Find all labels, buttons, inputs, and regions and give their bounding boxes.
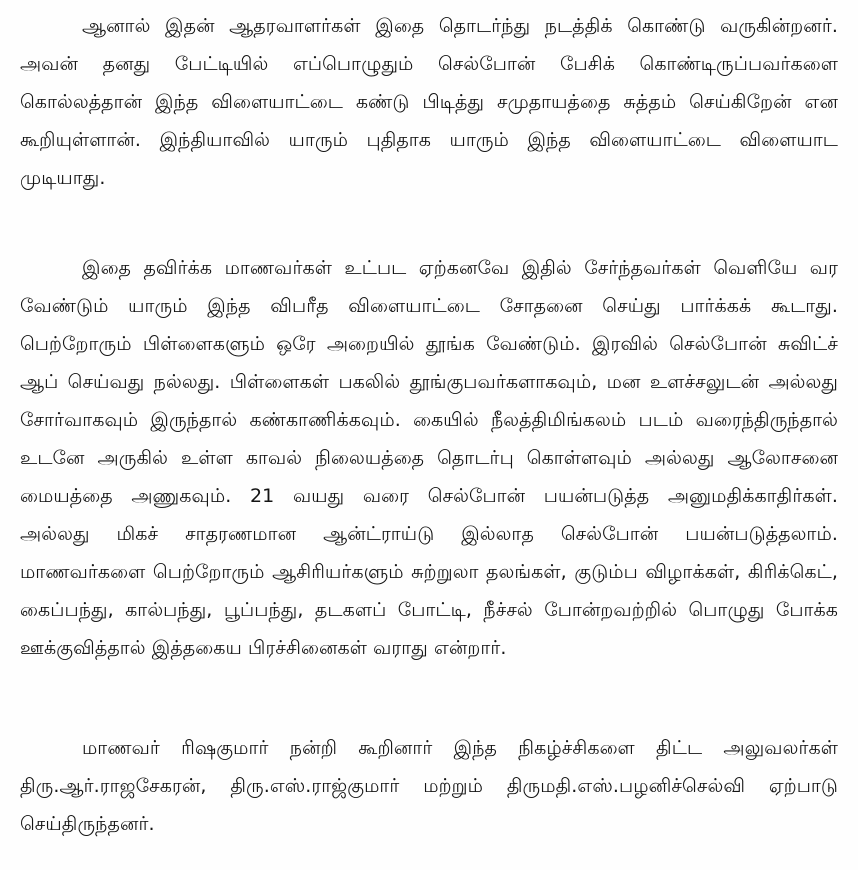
paragraph-line: உடனே அருகில் உள்ள காவல் நிலையத்தை தொடர்பு கொள்ளவும் அல்லது ஆலோசனை [20, 447, 838, 469]
paragraph-line: பெற்றோரும் பிள்ளைகளும் ஒரே அறையில் தூங்க வேண்டும். இரவில் செல்போன் சுவிட்ச் [20, 333, 838, 355]
paragraph-line: மாணவர் ரிஷகுமார் நன்றி கூறினார் இந்த நிகழ்ச்சிகளை திட்ட அலுவலர்கள் [82, 737, 838, 759]
paragraph-line: ஆனால் இதன் ஆதரவாளர்கள் இதை தொடர்ந்து நடத்திக் கொண்டு வருகின்றனர். [82, 15, 838, 37]
paragraph-line: மாணவர்களை பெற்றோரும் ஆசிரியர்களும் சுற்றுலா தலங்கள், குடும்ப விழாக்கள், கிரிக்கெட், [20, 561, 838, 583]
paragraph-line: ஆப் செய்வது நல்லது. பிள்ளைகள் பகலில் தூங்குபவர்களாகவும், மன உளச்சலுடன் அல்லது [20, 371, 838, 393]
paragraph-line: முடியாது. [20, 167, 106, 189]
paragraph-line: திரு.ஆர்.ராஜசேகரன், திரு.எஸ்.ராஜ்குமார் மற்றும் திருமதி.எஸ்.பழனிச்செல்வி ஏற்பாடு [20, 775, 838, 797]
paragraph-line: மையத்தை அணுகவும். 21 வயது வரை செல்போன் பயன்படுத்த அனுமதிக்காதிர்கள். [20, 485, 838, 507]
paragraph-line: அல்லது மிகச் சாதரணமான ஆன்ட்ராய்டு இல்லாத செல்போன் பயன்படுத்தலாம். [20, 523, 838, 545]
paragraph-line: கொல்லத்தான் இந்த விளையாட்டை கண்டு பிடித்து சமுதாயத்தை சுத்தம் செய்கிறேன் என [20, 91, 838, 113]
paragraph-line: கைப்பந்து, கால்பந்து, பூப்பந்து, தடகளப் போட்டி, நீச்சல் போன்றவற்றில் பொழுது போக்க [20, 599, 838, 621]
paragraph-line: கூறியுள்ளான். இந்தியாவில் யாரும் புதிதாக யாரும் இந்த விளையாட்டை விளையாட [20, 129, 838, 151]
paragraph-line: சோர்வாகவும் இருந்தால் கண்காணிக்கவும். கையில் நீலத்திமிங்கலம் படம் வரைந்திருந்தால் [20, 409, 838, 431]
paragraph-line: ஊக்குவித்தால் இத்தகைய பிரச்சினைகள் வராது என்றார். [20, 637, 507, 659]
paragraph-line: வேண்டும் யாரும் இந்த விபரீத விளையாட்டை சோதனை செய்து பார்க்கக் கூடாது. [20, 295, 838, 317]
paragraph-line: இதை தவிர்க்க மாணவர்கள் உட்பட ஏற்கனவே இதில் சேர்ந்தவர்கள் வெளியே வர [82, 257, 838, 279]
paragraph-line: அவன் தனது பேட்டியில் எப்பொழுதும் செல்போன் பேசிக் கொண்டிருப்பவர்களை [20, 53, 838, 75]
paragraph-line: செய்திருந்தனர். [20, 813, 155, 835]
